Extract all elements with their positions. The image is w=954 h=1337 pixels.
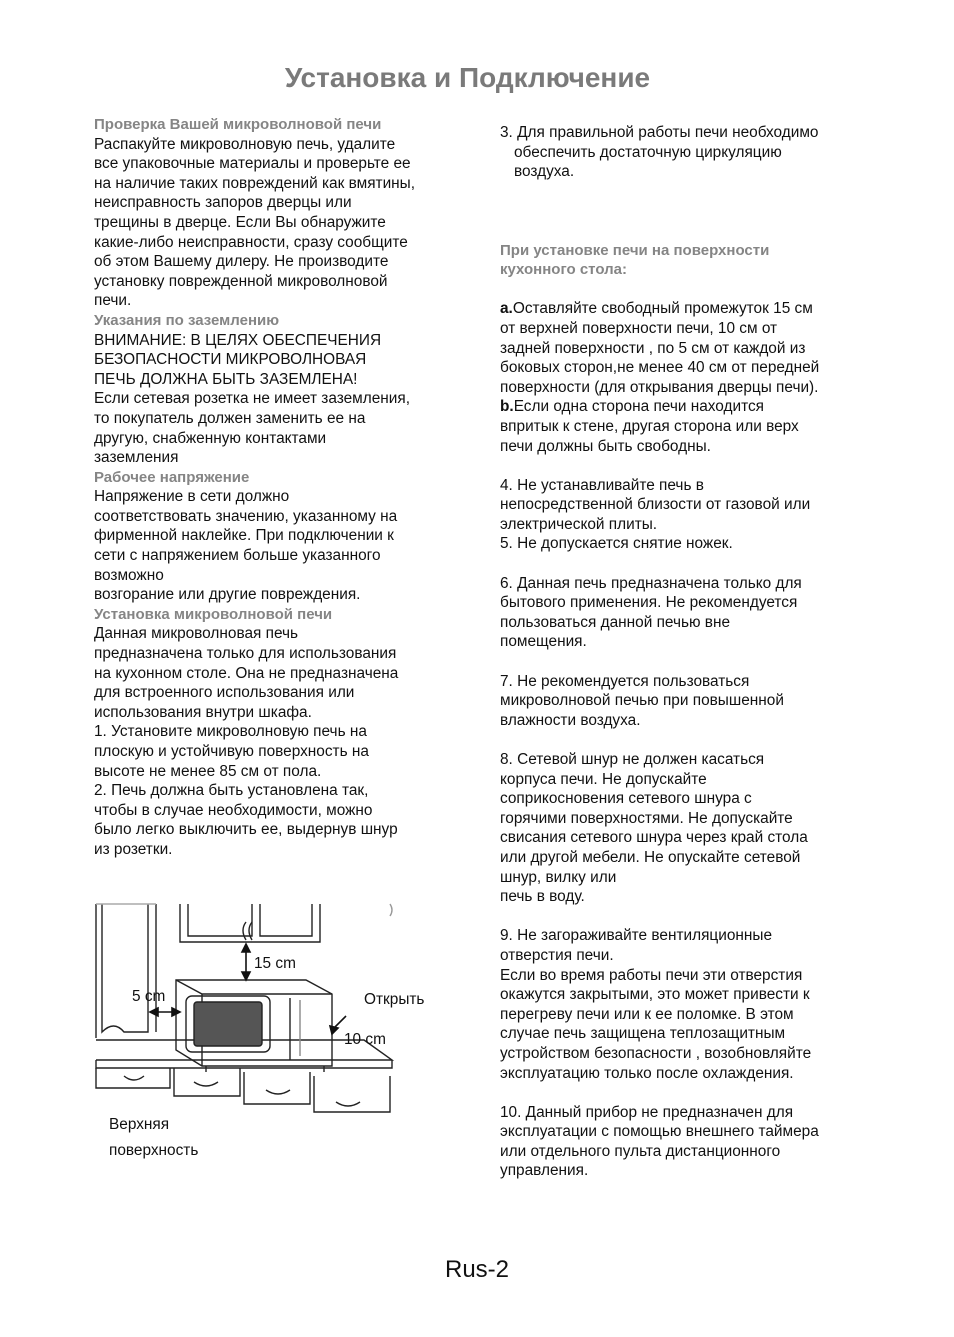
item-8 [500,750,870,907]
text-line: на наличие таких повреждений как вмятины, [94,174,416,192]
text-line: Данная микроволновая печь [94,625,299,643]
text-line: впритык к стене, другая сторона или верх [500,417,799,435]
subheading-line: При установке печи на поверхности [500,241,770,259]
item-7 [500,672,870,731]
text-line: 6. Данная печь предназначена только для [500,574,802,592]
section-voltage-body [94,487,464,605]
item-5: 5. Не допускается снятие ножек. [500,535,733,553]
text-line: 8. Сетевой шнур не должен касаться [500,751,765,768]
text-line: перегреву печи или к ее поломке. В этом [500,1005,794,1023]
text-line: непосредственной близости от газовой или [500,496,811,514]
text-line: было легко выключить ее, выдернув шнур [94,821,398,839]
item-a [500,299,870,397]
item-9 [500,926,870,1083]
text-line: печь в воду. [500,888,585,906]
text-line: отверстия печи. [500,946,614,964]
text-line: 10. Данный прибор не предназначен для [500,1103,794,1121]
text-line: эксплуатации с помощью внешнего таймера [500,1123,819,1141]
grounding-warning [94,331,464,390]
text-line: плоскую и устойчивую поверхность на [94,743,369,760]
right-column [500,123,870,1181]
warning-line: ВНИМАНИЕ: В ЦЕЛЯХ ОБЕСПЕЧЕНИЯ [94,331,382,349]
text-line: предназначена только для использования [94,645,397,663]
text-line: Распакуйте микроволновую печь, удалите [94,135,396,153]
text-line: возможно [94,566,164,584]
section-check-body [94,135,464,311]
installation-clearance-figure [94,900,444,1170]
item-a-marker: a. [500,300,513,318]
text-line: высоте не менее 85 см от пола. [94,762,322,780]
text-line: использования внутри шкафа. [94,703,312,721]
text-line: сети с напряжением больше указанного [94,547,381,565]
label-top-surface-line2: поверхность [109,1142,199,1159]
text-line: задней поверхности , по 5 см от каждой из [500,339,806,357]
item-b-text: Если одна сторона печи находится [513,398,765,416]
text-line: Если во время работы печи эти отверстия [500,966,803,984]
text-line: на кухонном столе. Она не предназначена [94,664,399,682]
text-line: помещения. [500,633,587,651]
item-3 [500,123,870,182]
text-line: об этом Вашему дилеру. Не производите [94,253,389,271]
label-5cm: 5 cm [132,988,166,1005]
section-grounding-body [94,389,464,467]
text-line: трещины в дверце. Если Вы обнаружите [94,213,386,231]
text-line: установку поврежденной микроволновой [94,272,388,290]
label-top-surface-line1: Верхняя [109,1116,170,1133]
text-line: 4. Не устанавливайте печь в [500,476,704,494]
label-15cm: 15 cm [254,955,296,972]
text-line: 9. Не загораживайте вентиляционные [500,927,773,945]
text-line: свисания сетевого шнура через край стола [500,829,808,847]
subheading-line: кухонного стола: [500,261,627,279]
text-line: корпуса печи. Не допускайте [500,770,707,788]
text-line: поверхности (для открывания дверцы печи). [500,378,819,396]
item-b-marker: b. [500,398,514,416]
section-heading-check: Проверка Вашей микроволновой печи [94,116,382,133]
text-line: из розетки. [94,840,173,858]
text-line [500,299,870,319]
warning-line: ПЕЧЬ ДОЛЖНА БЫТЬ ЗАЗЕМЛЕНА! [94,370,358,388]
text-line: печи должны быть свободны. [500,437,711,455]
section-heading-installation: Установка микроволновой печи [94,605,333,623]
item-a-text: Оставляйте свободный промежуток 15 см [512,300,813,318]
countertop-subheading [500,241,870,280]
text-line: печи. [94,292,132,310]
text-line: или отдельного пульта дистанционного [500,1142,781,1160]
text-line: воздуха. [514,163,575,181]
text-line: 3. Для правильной работы печи необходимо [500,124,819,141]
text-line: управления. [500,1162,589,1180]
text-line: чтобы в случае необходимости, можно [94,801,373,819]
text-line: окажутся закрытыми, это может привести к [500,986,810,1004]
text-line: бытового применения. Не рекомендуется [500,594,798,612]
text-line: Если сетевая розетка не имеет заземления, [94,390,410,408]
text-line: горячими поверхностями. Не допускайте [500,809,793,827]
text-line: микроволновой печью при повышенной [500,692,784,710]
label-10cm: 10 cm [344,1031,386,1048]
text-line: от верхней поверхности печи, 10 см от [500,319,778,337]
section-installation-body [94,624,464,859]
text-line: соприкосновения сетевого шнура с [500,790,752,808]
text-line: 2. Печь должна быть установлена так, [94,782,369,800]
text-line: электрической плиты. [500,515,658,533]
text-line: эксплуатацию только после охлаждения. [500,1064,794,1082]
text-line: заземления [94,449,179,467]
item-6 [500,574,870,652]
text-line: другую, снабженную контактами [94,429,327,447]
text-line: соответствовать значению, указанному на [94,507,398,525]
text-line: фирменной наклейке. При подключении к [94,527,394,545]
text-line: случае печь защищена теплозащитным [500,1025,786,1043]
text-line: устройством безопасности , возобновляйте [500,1044,812,1062]
text-line: пользоваться данной печью вне [500,613,731,631]
text-line: Напряжение в сети должно [94,488,290,506]
text-line: то покупатель должен заменить ее на [94,409,366,427]
section-heading-grounding: Указания по заземлению [94,311,280,329]
item-10 [500,1103,870,1181]
text-line: шнур, вилку или [500,868,617,886]
text-line: 1. Установите микроволновую печь на [94,723,367,741]
text-line: все упаковочные материалы и проверьте ее [94,155,411,173]
text-line [500,397,870,417]
item-4 [500,476,870,535]
text-line: возгорание или другие повреждения. [94,586,361,604]
item-b [500,397,870,456]
warning-line: БЕЗОПАСНОСТИ МИКРОВОЛНОВАЯ [94,351,367,369]
page-title: Установка и Подключение [284,62,651,93]
text-line: 7. Не рекомендуется пользоваться [500,672,750,690]
section-heading-voltage: Рабочее напряжение [94,468,250,486]
text-line: обеспечить достаточную циркуляцию [514,143,782,161]
text-line: неисправность запоров дверцы или [94,194,352,212]
page-number: Rus-2 [444,1256,510,1283]
text-line: боковых сторон,не менее 40 см от передней [500,359,820,377]
text-line: какие-либо неисправности, сразу сообщите [94,233,408,251]
text-line: или другой мебели. Не опускайте сетевой [500,848,801,866]
label-open: Открыть [364,991,425,1008]
text-line: влажности воздуха. [500,711,641,729]
left-column [94,115,464,860]
text-line: для встроенного использования или [94,684,355,702]
